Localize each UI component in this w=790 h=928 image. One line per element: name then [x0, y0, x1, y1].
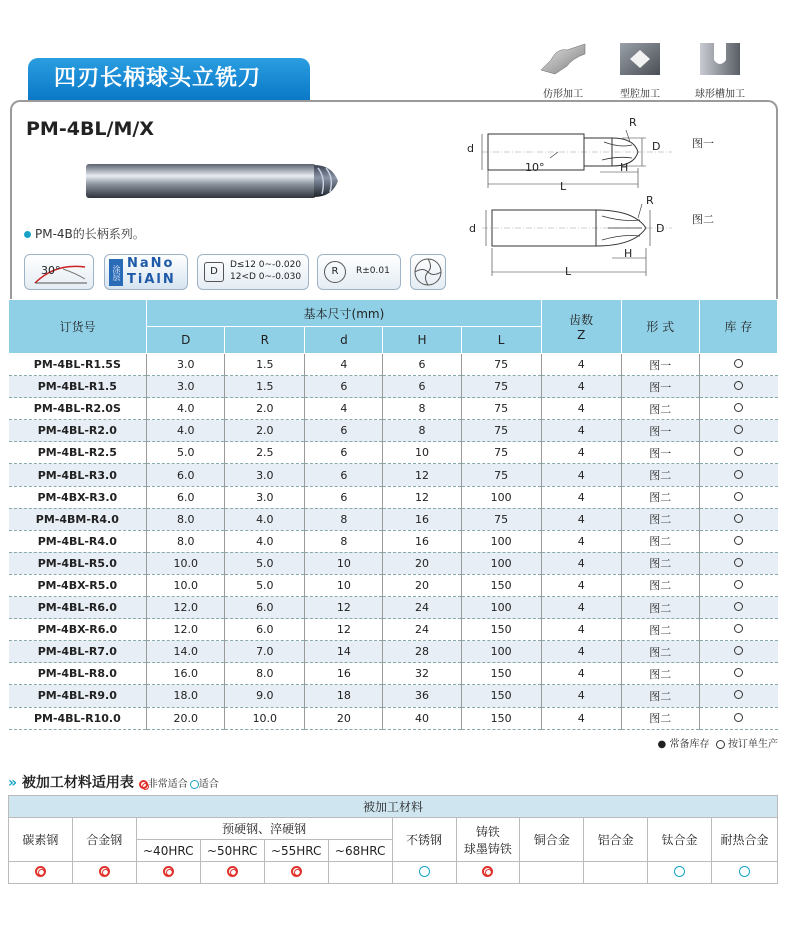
order-code-cell: PM-4BL-R5.0 — [9, 552, 147, 574]
mat-alloy-steel: 合金钢 — [72, 818, 136, 862]
ball-groove-icon — [694, 40, 746, 78]
on-order-icon — [734, 514, 743, 523]
cell-d: 16.0 — [147, 663, 225, 685]
stock-cell — [699, 530, 777, 552]
cell-l: 150 — [461, 707, 541, 729]
table-row — [9, 597, 778, 619]
cell-h: 12 — [383, 486, 461, 508]
machining-cavity — [605, 40, 675, 100]
cell-h: 28 — [383, 641, 461, 663]
cell-l: 100 — [461, 530, 541, 552]
cell-l: 150 — [461, 619, 541, 641]
col-d: D — [147, 327, 225, 354]
mat-cast-iron: 铸铁 球墨铸铁 — [456, 818, 520, 862]
drawing1-caption: 图一 — [692, 137, 714, 150]
materials-table — [8, 795, 778, 884]
cell-z: 4 — [541, 420, 621, 442]
order-code-cell: PM-4BL-R1.5 — [9, 376, 147, 398]
on-order-icon — [734, 447, 743, 456]
table-row — [9, 685, 778, 707]
drawing1-d-label: D — [652, 140, 661, 153]
cell-d: 20.0 — [147, 707, 225, 729]
coating-side-label: 涂层 — [109, 259, 123, 286]
cell-h: 20 — [383, 574, 461, 596]
cell-z: 4 — [541, 486, 621, 508]
spec-table — [8, 299, 778, 730]
cell-d: 16 — [305, 663, 383, 685]
cell-z: 4 — [541, 663, 621, 685]
cell-r: 3.0 — [225, 486, 305, 508]
cell-l: 75 — [461, 376, 541, 398]
col-stock: 库 存 — [699, 300, 777, 354]
order-code-cell: PM-4BL-R9.0 — [9, 685, 147, 707]
stock-cell — [699, 641, 777, 663]
in-stock-text: 常备库存 — [669, 739, 710, 750]
order-code-cell: PM-4BL-R7.0 — [9, 641, 147, 663]
stock-cell — [699, 376, 777, 398]
tolerance-line-1: D≤12 0~-0.020 — [230, 260, 302, 270]
table-row — [9, 707, 778, 729]
on-order-icon — [734, 580, 743, 589]
cell-form: 图二 — [621, 552, 699, 574]
drawing1-angle-label: 10° — [525, 161, 545, 174]
cell-r: 8.0 — [225, 663, 305, 685]
cell-r: 4.0 — [225, 508, 305, 530]
cell-d: 6 — [305, 420, 383, 442]
on-order-icon — [734, 558, 743, 567]
mat-titanium: 钛合金 — [648, 818, 712, 862]
on-order-icon — [734, 403, 743, 412]
cell-l: 75 — [461, 464, 541, 486]
rating-cell — [72, 862, 136, 884]
cell-z: 4 — [541, 685, 621, 707]
helix-angle-text: 30° — [41, 264, 61, 277]
table-row — [9, 663, 778, 685]
cell-l: 150 — [461, 574, 541, 596]
cell-d: 6 — [305, 442, 383, 464]
cell-d: 6 — [305, 376, 383, 398]
cell-h: 24 — [383, 619, 461, 641]
cell-r: 2.5 — [225, 442, 305, 464]
on-order-icon — [734, 536, 743, 545]
mat-aluminum: 铝合金 — [584, 818, 648, 862]
mat-68hrc: ~68HRC — [328, 840, 392, 862]
drawing2-l-label: L — [565, 265, 572, 278]
stock-cell — [699, 619, 777, 641]
col-form: 形 式 — [621, 300, 699, 354]
cell-h: 20 — [383, 552, 461, 574]
cell-d: 8.0 — [147, 508, 225, 530]
cell-h: 16 — [383, 530, 461, 552]
table-row — [9, 398, 778, 420]
cell-r: 4.0 — [225, 530, 305, 552]
tolerance-badge — [197, 254, 309, 290]
order-code-cell: PM-4BX-R5.0 — [9, 574, 147, 596]
table-row — [9, 574, 778, 596]
stock-cell — [699, 574, 777, 596]
cell-d: 6.0 — [147, 464, 225, 486]
cell-z: 4 — [541, 574, 621, 596]
drawing-figure-1 — [462, 112, 684, 198]
double-chevron-icon: » — [8, 775, 18, 791]
cell-r: 6.0 — [225, 597, 305, 619]
stock-cell — [699, 420, 777, 442]
cell-d: 10.0 — [147, 552, 225, 574]
cell-d: 18 — [305, 685, 383, 707]
cell-h: 24 — [383, 597, 461, 619]
rating-cell — [264, 862, 328, 884]
profiling-icon — [537, 40, 589, 78]
table-row — [9, 508, 778, 530]
drawing2-d-label: D — [656, 222, 665, 235]
cell-l: 100 — [461, 641, 541, 663]
materials-title: 被加工材料适用表 — [21, 775, 134, 791]
cell-h: 10 — [383, 442, 461, 464]
col-order-no: 订货号 — [9, 300, 147, 354]
cell-l: 75 — [461, 420, 541, 442]
stock-cell — [699, 442, 777, 464]
cell-l: 150 — [461, 663, 541, 685]
bullet-dot-icon — [24, 231, 31, 238]
cell-d: 4.0 — [147, 398, 225, 420]
cell-d: 20 — [305, 707, 383, 729]
description-text: PM-4B的长柄系列。 — [35, 227, 145, 241]
rating-cell — [520, 862, 584, 884]
cavity-icon — [614, 40, 666, 78]
suitable-icon — [674, 866, 685, 877]
cell-form: 图一 — [621, 354, 699, 376]
mat-hardened-group: 预硬钢、淬硬钢 — [136, 818, 392, 840]
tolerance-d-box: D — [204, 262, 224, 282]
col-h: H — [383, 327, 461, 354]
drawing2-r-label: R — [646, 194, 654, 207]
drawing2-shank-d-label: d — [469, 222, 476, 235]
cell-z: 4 — [541, 552, 621, 574]
cell-z: 4 — [541, 707, 621, 729]
table-row — [9, 619, 778, 641]
drawing1-r-label: R — [629, 116, 637, 129]
suitable-icon — [739, 866, 750, 877]
table-row — [9, 420, 778, 442]
order-code-cell: PM-4BX-R3.0 — [9, 486, 147, 508]
mat-carbon-steel: 碳素钢 — [9, 818, 73, 862]
rating-cell — [200, 862, 264, 884]
drawing2-caption: 图二 — [692, 213, 714, 226]
cell-d: 8 — [305, 508, 383, 530]
cell-l: 100 — [461, 597, 541, 619]
stock-cell — [699, 552, 777, 574]
stock-cell — [699, 707, 777, 729]
table-row — [9, 442, 778, 464]
table-row — [9, 552, 778, 574]
cell-d: 18.0 — [147, 685, 225, 707]
on-order-icon — [734, 359, 743, 368]
stock-cell — [699, 486, 777, 508]
cell-d: 12 — [305, 619, 383, 641]
cell-form: 图二 — [621, 486, 699, 508]
radius-tolerance-badge — [317, 254, 401, 290]
cell-form: 图二 — [621, 398, 699, 420]
order-code-cell: PM-4BL-R8.0 — [9, 663, 147, 685]
order-code-cell: PM-4BL-R2.0 — [9, 420, 147, 442]
col-l: L — [461, 327, 541, 354]
suitable-icon — [419, 866, 430, 877]
product-description — [24, 225, 145, 242]
table-row — [9, 486, 778, 508]
on-order-icon — [734, 425, 743, 434]
table-row — [9, 354, 778, 376]
machining-ball-groove — [685, 40, 755, 100]
cell-r: 10.0 — [225, 707, 305, 729]
cell-form: 图二 — [621, 508, 699, 530]
rating-cell — [136, 862, 200, 884]
cell-l: 150 — [461, 685, 541, 707]
on-order-icon — [734, 713, 743, 722]
cell-form: 图一 — [621, 376, 699, 398]
on-order-icon — [716, 740, 725, 749]
very-suitable-icon — [35, 866, 46, 877]
materials-title-row — [8, 772, 219, 792]
machining-label: 仿形加工 — [543, 89, 583, 100]
on-order-icon — [734, 381, 743, 390]
order-code-cell: PM-4BL-R2.5 — [9, 442, 147, 464]
cell-z: 4 — [541, 354, 621, 376]
cell-d: 12.0 — [147, 619, 225, 641]
cell-z: 4 — [541, 597, 621, 619]
helix-angle-badge — [24, 254, 94, 290]
on-order-icon — [734, 470, 743, 479]
cell-r: 1.5 — [225, 354, 305, 376]
rating-cell — [712, 862, 778, 884]
stock-cell — [699, 398, 777, 420]
mat-55hrc: ~55HRC — [264, 840, 328, 862]
order-code-cell: PM-4BL-R6.0 — [9, 597, 147, 619]
cell-h: 36 — [383, 685, 461, 707]
cell-h: 40 — [383, 707, 461, 729]
drawing1-h-label: H — [620, 161, 629, 174]
rating-cell — [456, 862, 520, 884]
mat-40hrc: ~40HRC — [136, 840, 200, 862]
cell-d: 3.0 — [147, 376, 225, 398]
four-flute-icon — [411, 255, 445, 289]
coating-bottom-text: TiAlN — [127, 272, 176, 287]
very-suitable-icon — [482, 866, 493, 877]
mat-copper: 铜合金 — [520, 818, 584, 862]
cell-d: 8.0 — [147, 530, 225, 552]
cell-z: 4 — [541, 398, 621, 420]
cell-d: 8 — [305, 530, 383, 552]
cell-z: 4 — [541, 464, 621, 486]
cell-form: 图二 — [621, 663, 699, 685]
four-flute-badge — [410, 254, 446, 290]
cell-d: 14.0 — [147, 641, 225, 663]
cell-h: 8 — [383, 420, 461, 442]
very-suitable-icon — [163, 866, 174, 877]
very-suitable-icon — [227, 866, 238, 877]
cell-l: 75 — [461, 354, 541, 376]
cell-d: 10 — [305, 574, 383, 596]
mat-50hrc: ~50HRC — [200, 840, 264, 862]
col-shank-d: d — [305, 327, 383, 354]
coating-badge — [104, 254, 188, 290]
cell-d: 10 — [305, 552, 383, 574]
cell-z: 4 — [541, 376, 621, 398]
very-suitable-icon — [291, 866, 302, 877]
drawing1-shank-d-label: d — [467, 142, 474, 155]
cell-d: 12 — [305, 597, 383, 619]
cell-r: 5.0 — [225, 574, 305, 596]
product-model: PM-4BL/M/X — [26, 118, 154, 140]
cell-d: 12.0 — [147, 597, 225, 619]
stock-cell — [699, 354, 777, 376]
page-title: 四刃长柄球头立铣刀 — [28, 58, 310, 100]
order-code-cell: PM-4BL-R4.0 — [9, 530, 147, 552]
order-code-cell: PM-4BL-R1.5S — [9, 354, 147, 376]
cell-z: 4 — [541, 641, 621, 663]
machining-profiling — [528, 40, 598, 100]
col-teeth: 齿数 Z — [541, 300, 621, 354]
drawing1-l-label: L — [560, 180, 567, 193]
machining-label: 球形槽加工 — [695, 89, 745, 100]
cell-d: 6 — [305, 464, 383, 486]
radius-tolerance-text: R±0.01 — [356, 266, 390, 276]
table-row — [9, 641, 778, 663]
cell-form: 图二 — [621, 597, 699, 619]
col-r: R — [225, 327, 305, 354]
cell-form: 图二 — [621, 619, 699, 641]
order-code-cell: PM-4BM-R4.0 — [9, 508, 147, 530]
cell-form: 图二 — [621, 707, 699, 729]
spec-table-body — [9, 354, 778, 730]
coating-top-text: NaNo — [127, 256, 175, 271]
cell-d: 6.0 — [147, 486, 225, 508]
cell-r: 2.0 — [225, 420, 305, 442]
cell-l: 100 — [461, 552, 541, 574]
rating-cell — [584, 862, 648, 884]
radius-r-circle: R — [324, 261, 346, 283]
cell-form: 图二 — [621, 641, 699, 663]
cell-l: 75 — [461, 442, 541, 464]
order-code-cell: PM-4BX-R6.0 — [9, 619, 147, 641]
very-suitable-icon — [99, 866, 110, 877]
cell-l: 75 — [461, 398, 541, 420]
cell-form: 图二 — [621, 464, 699, 486]
cell-r: 9.0 — [225, 685, 305, 707]
on-order-icon — [734, 646, 743, 655]
order-code-cell: PM-4BL-R3.0 — [9, 464, 147, 486]
on-order-icon — [734, 492, 743, 501]
cell-z: 4 — [541, 442, 621, 464]
cell-h: 16 — [383, 508, 461, 530]
order-code-cell: PM-4BL-R2.0S — [9, 398, 147, 420]
cell-z: 4 — [541, 508, 621, 530]
cell-d: 4 — [305, 398, 383, 420]
cell-d: 4.0 — [147, 420, 225, 442]
very-suitable-icon — [139, 780, 148, 789]
stock-cell — [699, 508, 777, 530]
cell-form: 图二 — [621, 574, 699, 596]
col-basic-dimensions: 基本尺寸(mm) — [147, 300, 541, 327]
rating-cell — [328, 862, 392, 884]
stock-cell — [699, 685, 777, 707]
on-order-icon — [734, 668, 743, 677]
cell-d: 14 — [305, 641, 383, 663]
cell-z: 4 — [541, 530, 621, 552]
rating-cell — [648, 862, 712, 884]
cell-r: 3.0 — [225, 464, 305, 486]
on-order-icon — [734, 690, 743, 699]
on-order-icon — [734, 602, 743, 611]
cell-r: 7.0 — [225, 641, 305, 663]
cell-form: 图二 — [621, 685, 699, 707]
cell-d: 10.0 — [147, 574, 225, 596]
cell-form: 图二 — [621, 530, 699, 552]
stock-cell — [699, 663, 777, 685]
stock-cell — [699, 597, 777, 619]
mat-heat-resistant: 耐热合金 — [712, 818, 778, 862]
cell-d: 6 — [305, 486, 383, 508]
order-code-cell: PM-4BL-R10.0 — [9, 707, 147, 729]
tolerance-line-2: 12<D 0~-0.030 — [230, 272, 302, 282]
cell-z: 4 — [541, 619, 621, 641]
on-order-icon — [734, 624, 743, 633]
end-mill-photo — [82, 160, 344, 202]
cell-h: 6 — [383, 354, 461, 376]
cell-r: 6.0 — [225, 619, 305, 641]
cell-h: 8 — [383, 398, 461, 420]
cell-h: 6 — [383, 376, 461, 398]
cell-d: 5.0 — [147, 442, 225, 464]
cell-form: 图一 — [621, 442, 699, 464]
rating-cell — [9, 862, 73, 884]
cell-h: 32 — [383, 663, 461, 685]
cell-r: 1.5 — [225, 376, 305, 398]
cell-r: 5.0 — [225, 552, 305, 574]
mat-stainless: 不锈钢 — [392, 818, 456, 862]
machining-label: 型腔加工 — [620, 89, 660, 100]
table-row — [9, 376, 778, 398]
cell-r: 2.0 — [225, 398, 305, 420]
table-row — [9, 530, 778, 552]
cell-l: 75 — [461, 508, 541, 530]
stock-cell — [699, 464, 777, 486]
drawing2-h-label: H — [624, 247, 633, 260]
materials-ratings-row — [9, 862, 778, 884]
cell-d: 4 — [305, 354, 383, 376]
cell-l: 100 — [461, 486, 541, 508]
rating-cell — [392, 862, 456, 884]
table-row — [9, 464, 778, 486]
in-stock-icon: ● — [657, 739, 667, 750]
suitable-icon — [190, 780, 199, 789]
on-order-text: 按订单生产 — [728, 739, 778, 750]
cell-d: 3.0 — [147, 354, 225, 376]
materials-header: 被加工材料 — [9, 796, 778, 818]
stock-legend — [658, 735, 778, 750]
cell-form: 图一 — [621, 420, 699, 442]
materials-key: 非常适合 适合 — [139, 779, 219, 790]
cell-h: 12 — [383, 464, 461, 486]
